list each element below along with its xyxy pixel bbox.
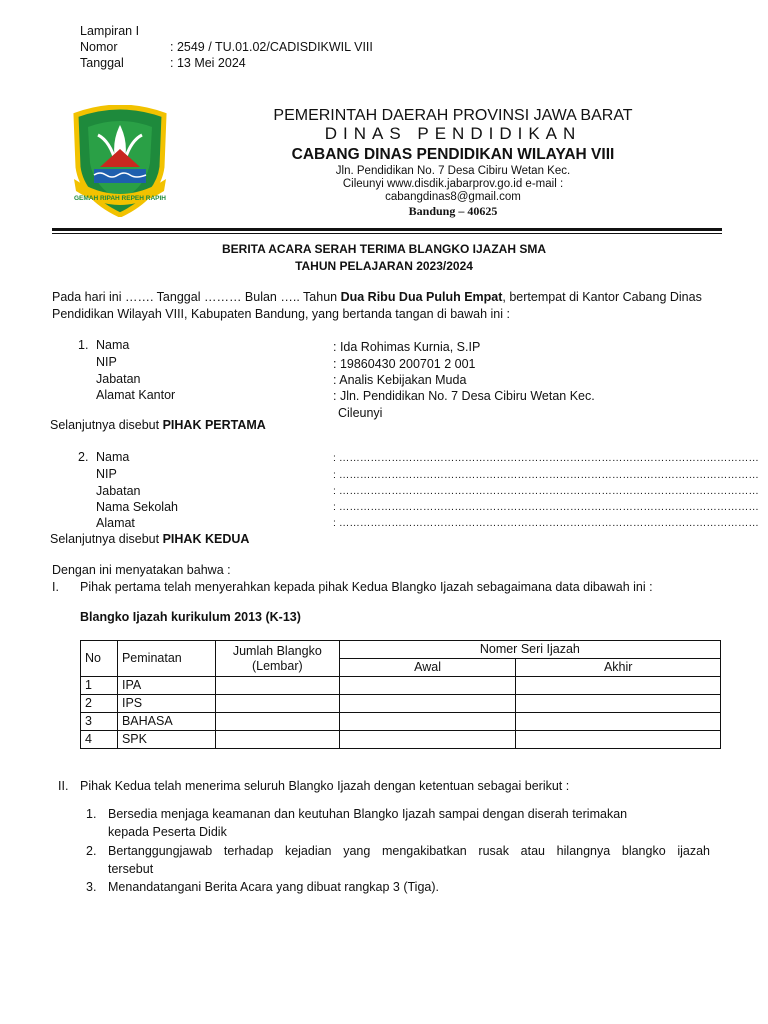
party2-role-line (50, 532, 249, 546)
row-peminatan: BAHASA (117, 713, 215, 731)
party2-number: 2. (78, 450, 89, 464)
condition-2-line2: tersebut (108, 862, 154, 876)
row-awal (339, 677, 516, 695)
row-jumlah (215, 731, 339, 749)
header-peminatan: Peminatan (117, 641, 215, 677)
address-line: Jln. Pendidikan No. 7 Desa Cibiru Wetan Kec. (335, 165, 571, 177)
row-no: 4 (81, 731, 118, 749)
party1-number: 1. (78, 338, 89, 352)
row-jumlah (215, 677, 339, 695)
row-peminatan: SPK (117, 731, 215, 749)
party1-role-prefix: Selanjutnya disebut (50, 418, 163, 432)
header-divider (52, 228, 722, 231)
row-awal (339, 713, 516, 731)
intro-paragraph (52, 289, 712, 322)
party1-alamat-cont: Cileunyi (338, 406, 383, 420)
party2-sekolah-label: Nama Sekolah (96, 500, 178, 514)
document-subtitle: TAHUN PELAJARAN 2023/2024 (295, 259, 473, 273)
condition-1-number: 1. (86, 807, 97, 821)
tanggal-value: : 13 Mei 2024 (170, 56, 246, 70)
header-jumlah-line1: Jumlah Blangko (232, 643, 322, 658)
row-akhir (516, 731, 721, 749)
party2-role: PIHAK KEDUA (162, 532, 250, 546)
lampiran-label: Lampiran I (80, 24, 140, 38)
west-java-emblem-logo (70, 105, 170, 217)
table-title: Blangko Ijazah kurikulum 2013 (K-13) (80, 610, 301, 624)
row-awal (339, 695, 516, 713)
tanggal-label: Tanggal (80, 56, 124, 70)
party1-nip-value: : 19860430 200701 2 001 (333, 357, 476, 371)
party2-alamat-value: : ………………………………………………………………………………………………………… (333, 517, 759, 529)
condition-3-number: 3. (86, 880, 97, 894)
table-row (81, 677, 721, 695)
statement-item1: Pihak pertama telah menyerahkan kepada pihak Kedua Blangko Ijazah sebagaimana data dibawah ini : (80, 580, 653, 594)
header-jumlah-line2: (Lembar) (251, 658, 303, 673)
party1-nip-label: NIP (96, 355, 117, 369)
party1-jabatan-label: Jabatan (96, 372, 141, 386)
party1-name-value: : Ida Rohimas Kurnia, S.IP (333, 340, 481, 354)
party2-name-label: Nama (96, 450, 130, 464)
party1-name-label: Nama (96, 338, 130, 352)
header-divider-thin (52, 233, 722, 234)
row-no: 3 (81, 713, 118, 731)
party1-role: PIHAK PERTAMA (162, 418, 266, 432)
party2-sekolah-value: : ………………………………………………………………………………………………………… (333, 501, 759, 513)
row-akhir (516, 713, 721, 731)
table-row (81, 713, 721, 731)
party1-role-line (50, 418, 266, 432)
section2-text: Pihak Kedua telah menerima seluruh Blangko Ijazah dengan ketentuan sebagai berikut : (80, 779, 570, 793)
header-awal: Awal (339, 659, 516, 677)
party1-jabatan-value: : Analis Kebijakan Muda (333, 373, 467, 387)
intro-year: Dua Ribu Dua Puluh Empat (340, 290, 503, 304)
logo-banner-text: GEMAH RIPAH REPEH RAPIH (74, 195, 166, 202)
intro-part2: , bertempat di Kantor Cabang Dinas Pendidikan Wilayah VIII, Kabupaten Bandung, yang bertanda tangan di bawah ini : (52, 290, 702, 321)
email-line: cabangdinas8@gmail.com (385, 191, 521, 203)
row-awal (339, 731, 516, 749)
government-name: PEMERINTAH DAERAH PROVINSI JAWA BARAT (273, 107, 633, 124)
condition-1-line1: Bersedia menjaga keamanan dan keutuhan Blangko Ijazah sampai dengan diserah terimakan (108, 807, 628, 821)
condition-1-line2: kepada Peserta Didik (108, 825, 227, 839)
header-jumlah (215, 641, 339, 677)
condition-2-line1: Bertanggungjawab terhadap kejadian yang mengakibatkan rusak atau hilangnya blangko ijazah (108, 844, 710, 858)
party1-alamat-label: Alamat Kantor (96, 388, 176, 402)
party2-role-prefix: Selanjutnya disebut (50, 532, 163, 546)
row-akhir (516, 677, 721, 695)
party2-jabatan-label: Jabatan (96, 484, 141, 498)
condition-2-number: 2. (86, 844, 97, 858)
party2-alamat-label: Alamat (96, 516, 135, 530)
row-peminatan: IPA (117, 677, 215, 695)
party1-alamat-value: : Jln. Pendidikan No. 7 Desa Cibiru Wetan Kec. (333, 389, 595, 403)
statement-item1-number: I. (52, 580, 59, 594)
city-postal: Bandung – 40625 (408, 204, 498, 218)
website-line: Cileunyi www.disdik.jabarprov.go.id e-mail : (342, 178, 564, 190)
nomor-value: : 2549 / TU.01.02/CADISDIKWIL VIII (170, 40, 373, 54)
row-jumlah (215, 713, 339, 731)
header-akhir: Akhir (516, 659, 721, 677)
condition-3-line1: Menandatangani Berita Acara yang dibuat rangkap 3 (Tiga). (108, 880, 439, 894)
intro-part1: Pada hari ini ……. Tanggal ……… Bulan ….. Tahun (52, 290, 341, 304)
section2-number: II. (58, 779, 69, 793)
party2-nip-label: NIP (96, 467, 117, 481)
row-peminatan: IPS (117, 695, 215, 713)
party2-jabatan-value: : ………………………………………………………………………………………………………… (333, 485, 759, 497)
party2-nip-value: : ………………………………………………………………………………………………………… (333, 469, 759, 481)
agency-name: DINAS PENDIDIKAN (324, 124, 582, 143)
row-jumlah (215, 695, 339, 713)
branch-name: CABANG DINAS PENDIDIKAN WILAYAH VIII (291, 146, 615, 163)
row-akhir (516, 695, 721, 713)
blangko-table (80, 640, 721, 749)
row-no: 2 (81, 695, 118, 713)
header-no: No (81, 641, 118, 677)
party2-name-value: : ………………………………………………………………………………………………………… (333, 452, 759, 464)
row-no: 1 (81, 677, 118, 695)
table-row (81, 731, 721, 749)
statement-intro: Dengan ini menyatakan bahwa : (52, 563, 231, 577)
document-title: BERITA ACARA SERAH TERIMA BLANGKO IJAZAH SMA (222, 242, 546, 256)
table-row (81, 695, 721, 713)
header-nomer-seri: Nomer Seri Ijazah (339, 641, 720, 659)
nomor-label: Nomor (80, 40, 118, 54)
